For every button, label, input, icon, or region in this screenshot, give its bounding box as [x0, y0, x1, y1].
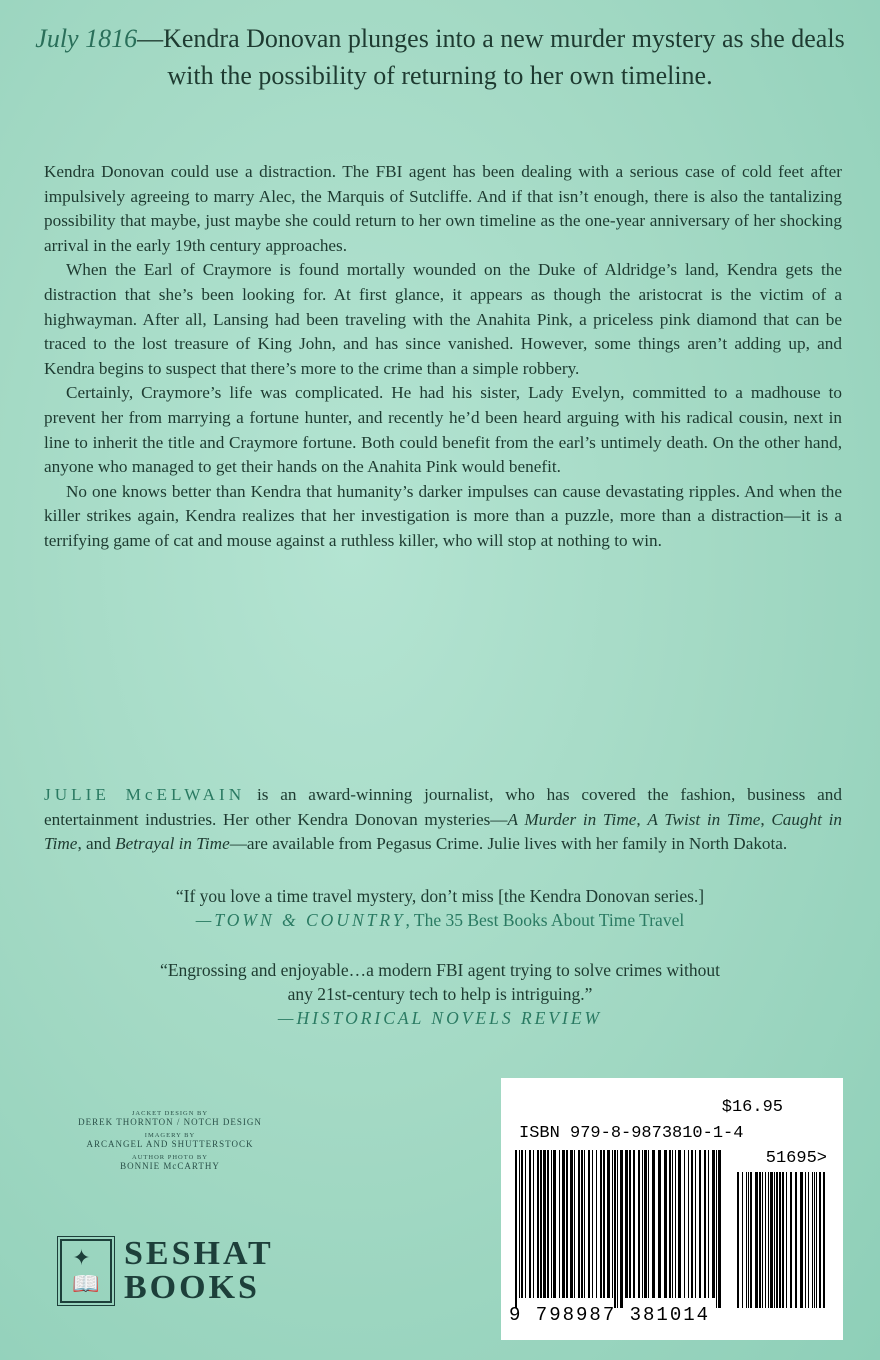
barcode-bar: [716, 1150, 717, 1308]
separator: , and: [77, 834, 116, 854]
barcode-bar: [800, 1172, 803, 1308]
headline-text: —Kendra Donovan plunges into a new murder mystery as she deals with the possibility of returning to her own timeline.: [137, 24, 845, 90]
price: $16.95: [721, 1098, 783, 1117]
barcode-bar: [540, 1150, 542, 1298]
barcode-bar: [574, 1150, 575, 1298]
barcode-bar: [543, 1150, 546, 1298]
quote-source: —TOWN & COUNTRY: [195, 910, 406, 930]
barcode-bar: [768, 1172, 769, 1308]
barcode-bar: [684, 1150, 685, 1298]
barcode-digits: 9 798987 381014: [509, 1304, 711, 1326]
barcode-bar: [596, 1150, 597, 1298]
book-title: Betrayal in Time: [115, 834, 230, 854]
barcode-bar: [537, 1150, 539, 1298]
barcode-bar: [617, 1150, 618, 1308]
bio-text: —are available from Pegasus Crime. Julie lives with her family in North Dakota.: [229, 834, 788, 854]
barcode-bar: [746, 1172, 747, 1308]
synopsis-paragraph: Certainly, Craymore’s life was complicated. He had his sister, Lady Evelyn, committed to a madhouse to prevent her from marrying a fortune hunter, and recently he’d been heard arguing with his radical cousin, next in line to inherit the title and Craymore fortune. Both could benefit from the earl’s untimely death. On the other hand, anyone who managed to get their hands on the Anahita Pink would benefit.: [44, 383, 842, 477]
barcode-bar: [823, 1172, 825, 1308]
barcode-bar: [704, 1150, 706, 1298]
barcode-bar: [786, 1172, 787, 1308]
barcode-bar: [779, 1172, 781, 1308]
barcode-bar: [547, 1150, 549, 1298]
barcode-bar: [533, 1150, 534, 1298]
barcode-bar: [588, 1150, 590, 1298]
quote-text: “If you love a time travel mystery, don’t miss [the Kendra Donovan series.]: [175, 886, 705, 906]
barcode-bar: [607, 1150, 610, 1298]
separator: ,: [636, 809, 648, 829]
barcode-bar: [814, 1172, 815, 1308]
barcode-bar: [765, 1172, 766, 1308]
barcode-bar: [642, 1150, 643, 1298]
barcode-bar: [652, 1150, 655, 1298]
barcode-bar: [678, 1150, 681, 1298]
barcode-bar: [612, 1150, 613, 1298]
review-quote: [150, 958, 730, 1030]
barcode-bar: [566, 1150, 568, 1298]
author-bio: [44, 783, 842, 857]
barcode: [515, 1150, 835, 1310]
quote-detail: , The 35 Best Books About Time Travel: [405, 910, 685, 930]
book-title: A Twist in Time: [647, 809, 761, 829]
barcode-bar: [614, 1150, 616, 1308]
book-title: Caught in Time: [44, 809, 843, 854]
publisher-logo: [60, 1237, 274, 1305]
quote-source: —HISTORICAL NOVELS REVIEW: [277, 1008, 603, 1028]
credit-name: DEREK THORNTON / NOTCH DESIGN: [78, 1117, 262, 1127]
credit-role: AUTHOR PHOTO BY: [132, 1154, 208, 1161]
barcode-bar: [633, 1150, 635, 1298]
barcode-bar: [553, 1150, 556, 1298]
barcode-bar: [819, 1172, 821, 1308]
barcode-bar: [625, 1150, 628, 1298]
barcode-bar: [742, 1172, 743, 1308]
barcode-bar: [603, 1150, 605, 1298]
barcode-bar: [708, 1150, 709, 1298]
barcode-bar: [790, 1172, 792, 1308]
barcode-bar: [672, 1150, 673, 1298]
credit-name: BONNIE McCARTHY: [120, 1161, 220, 1171]
barcode-bar: [592, 1150, 593, 1298]
barcode-bar: [515, 1150, 517, 1308]
barcode-bar: [776, 1172, 778, 1308]
synopsis-paragraph: When the Earl of Craymore is found mortally wounded on the Duke of Aldridge’s land, Kendra gets the distraction that she’s been looking for. At first glance, it appears as though the aristocrat is the victim of a highwayman. After all, Lansing had been traveling with the Anahita Pink, a priceless pink diamond that can be traced to the lost treasure of King John, and has since vanished. However, some things aren’t adding up, and Kendra begins to suspect that there’s more to the crime than a simple robbery.: [44, 260, 842, 378]
barcode-bar: [529, 1150, 531, 1298]
barcode-bar: [812, 1172, 813, 1308]
barcode-bar: [648, 1150, 649, 1298]
book-title: A Murder in Time: [507, 809, 637, 829]
barcode-bar: [699, 1150, 701, 1298]
barcode-bar: [620, 1150, 623, 1308]
open-book-icon: ✦ 📖: [60, 1239, 112, 1303]
separator: ,: [760, 809, 772, 829]
barcode-bar: [755, 1172, 758, 1308]
barcode-bar: [525, 1150, 526, 1298]
barcode-bar: [695, 1150, 696, 1298]
barcode-bar: [774, 1172, 775, 1308]
barcode-box: [501, 1078, 843, 1340]
barcode-bar: [519, 1150, 520, 1298]
barcode-bar: [805, 1172, 806, 1308]
barcode-bar: [770, 1172, 773, 1308]
barcode-bar: [782, 1172, 784, 1308]
barcode-bar: [570, 1150, 573, 1298]
headline-date: July 1816: [35, 24, 138, 53]
credit-role: IMAGERY BY: [144, 1132, 196, 1139]
barcode-bar: [816, 1172, 817, 1308]
quote-text: “Engrossing and enjoyable…a modern FBI agent trying to solve crimes without any 21st-century tech to help is intriguing.”: [160, 960, 720, 1004]
barcode-bar: [559, 1150, 560, 1298]
barcode-bar: [600, 1150, 602, 1298]
credit-name: ARCANGEL AND SHUTTERSTOCK: [86, 1139, 254, 1149]
synopsis: [44, 160, 842, 554]
barcode-bar: [581, 1150, 583, 1298]
headline: [30, 20, 850, 94]
barcode-bar: [691, 1150, 693, 1298]
barcode-bar: [669, 1150, 671, 1298]
author-name: JULIE McELWAIN: [44, 785, 246, 804]
barcode-bar: [712, 1150, 715, 1298]
barcode-bar: [718, 1150, 721, 1308]
barcode-bar: [808, 1172, 809, 1308]
bio-text: is an award-winning journalist, who has covered the fashion, business and entertainment industries. Her other Kendra Donovan mysteries—: [44, 785, 842, 829]
barcode-bar: [759, 1172, 761, 1308]
barcode-bar: [584, 1150, 585, 1298]
synopsis-paragraph: No one knows better than Kendra that humanity’s darker impulses can cause devastating ripples. And when the killer strikes again, Kendra realizes that her investigation is more than a puzzle, more than a distraction—it is a terrifying game of cat and mouse against a ruthless killer, who will stop at nothing to win.: [44, 481, 842, 550]
publisher-name: SESHAT: [124, 1235, 274, 1272]
publisher-name: BOOKS: [124, 1269, 260, 1306]
isbn: ISBN 979-8-9873810-1-4: [519, 1124, 744, 1143]
barcode-bar: [562, 1150, 565, 1298]
barcode-bar: [664, 1150, 667, 1298]
barcode-bar: [748, 1172, 749, 1308]
price-code: 51695>: [765, 1149, 827, 1168]
barcode-bar: [762, 1172, 763, 1308]
credits: [40, 1110, 300, 1176]
barcode-bar: [644, 1150, 647, 1298]
barcode-bar: [750, 1172, 752, 1308]
barcode-bar: [629, 1150, 631, 1298]
barcode-bar: [737, 1172, 739, 1308]
barcode-bar: [638, 1150, 640, 1298]
barcode-bar: [795, 1172, 797, 1308]
barcode-bar: [688, 1150, 689, 1298]
barcode-bar: [521, 1150, 523, 1298]
credit-role: JACKET DESIGN BY: [131, 1110, 209, 1117]
review-quote: [100, 884, 780, 932]
barcode-bar: [658, 1150, 661, 1298]
barcode-bar: [578, 1150, 580, 1298]
barcode-bar: [675, 1150, 676, 1298]
barcode-bar: [551, 1150, 552, 1298]
synopsis-paragraph: Kendra Donovan could use a distraction. The FBI agent has been dealing with a serious case of cold feet after impulsively agreeing to marry Alec, the Marquis of Sutcliffe. And if that isn’t enough, there is also the tantalizing possibility that maybe, just maybe she could return to her own timeline as the one-year anniversary of her shocking arrival in the early 19th century approaches.: [44, 162, 842, 255]
